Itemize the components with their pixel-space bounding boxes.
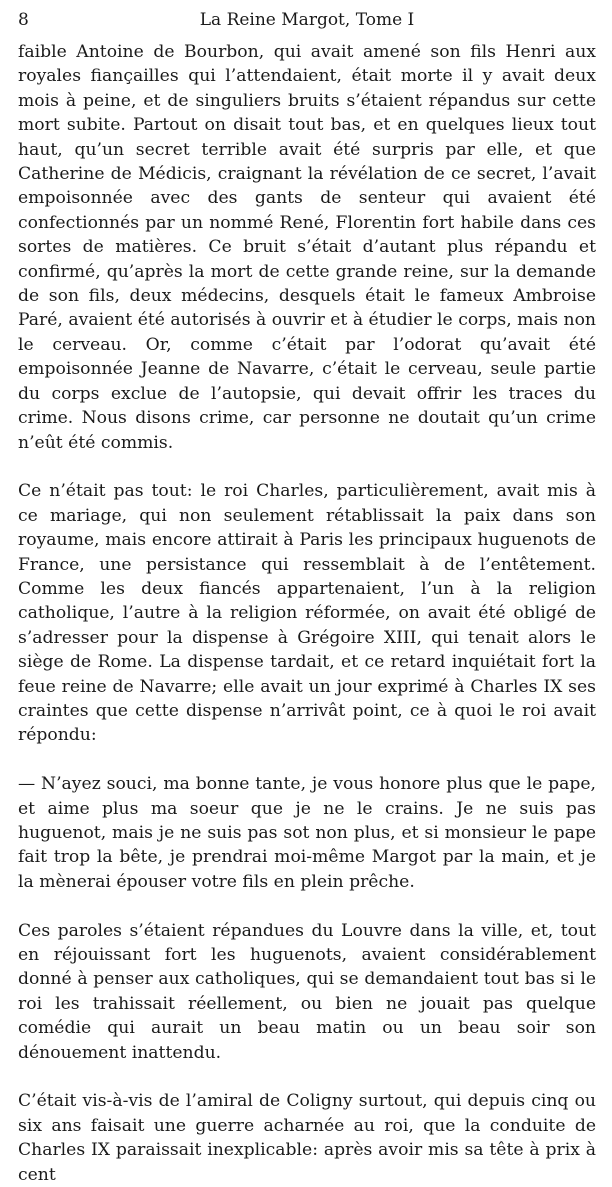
running-title: La Reine Margot, Tome I bbox=[199, 10, 415, 30]
body-text bbox=[18, 40, 596, 1187]
paragraph-3: — N’ayez souci, ma bonne tante, je vous honore plus que le pape, et aime plus ma soeur que je ne le crains. Je ne suis pas huguenot, mais je ne suis pas sot non plus, et si monsieur le pape fait trop la bête, je prendrai moi-même Margot par la main, et je la mènerai épouser votre fils en plein prêche. bbox=[18, 774, 596, 892]
paragraph-1: faible Antoine de Bourbon, qui avait amené son fils Henri aux royales fiançailles qui l’attendaient, était morte il y avait deux mois à peine, et de singuliers bruits s’étaient répandus sur cette mort subite. Partout on disait tout bas, et en quelques lieux tout haut, qu’un secret terrible avait été surpris par elle, et que Catherine de Médicis, craignant la révélation de ce secret, l’avait empoisonnée avec des gants de senteur qui avaient été confectionnés par un nommé René, Florentin fort habile dans ces sortes de matières. Ce bruit s’était d’autant plus répandu et confirmé, qu’après la mort de cette grande reine, sur la demande de son fils, deux médecins, desquels était le fameux Ambroise Paré, avaient été autorisés à ouvrir et à étudier le corps, mais non le cerveau. Or, comme c’était par l’odorat qu’avait été empoisonnée Jeanne de Navarre, c’était le cerveau, seule partie du corps exclue de l’autopsie, qui devait offrir les traces du crime. Nous disons crime, car personne ne doutait qu’un crime n’eût été commis. bbox=[18, 42, 596, 453]
book-page bbox=[18, 0, 596, 1185]
paragraph-5: C’était vis-à-vis de l’amiral de Coligny surtout, qui depuis cinq ou six ans faisait une guerre acharnée au roi, que la conduite de Charles IX paraissait inexplicable: après avoir mis sa tête à prix à cent bbox=[18, 1091, 596, 1185]
paragraph-2: Ce n’était pas tout: le roi Charles, particulièrement, avait mis à ce mariage, qui non seulement rétablissait la paix dans son royaume, mais encore attirait à Paris les principaux huguenots de France, une persistance qui ressemblait à de l’entêtement. Comme les deux fiancés appartenaient, l’un à la religion catholique, l’autre à la religion réformée, on avait été obligé de s’adresser pour la dispense à Grégoire XIII, qui tenait alors le siège de Rome. La dispense tardait, et ce retard inquiétait fort la feue reine de Navarre; elle avait un jour exprimé à Charles IX ses craintes que cette dispense n’arrivât point, ce à quoi le roi avait répondu: bbox=[18, 481, 596, 746]
running-head bbox=[18, 0, 596, 40]
page-number: 8 bbox=[18, 10, 29, 30]
paragraph-4: Ces paroles s’étaient répandues du Louvre dans la ville, et, tout en réjouissant fort les huguenots, avaient considérablement donné à penser aux catholiques, qui se demandaient tout bas si le roi les trahissait réellement, ou bien ne jouait pas quelque comédie qui aurait un beau matin ou un beau soir son dénouement inattendu. bbox=[18, 920, 596, 1063]
